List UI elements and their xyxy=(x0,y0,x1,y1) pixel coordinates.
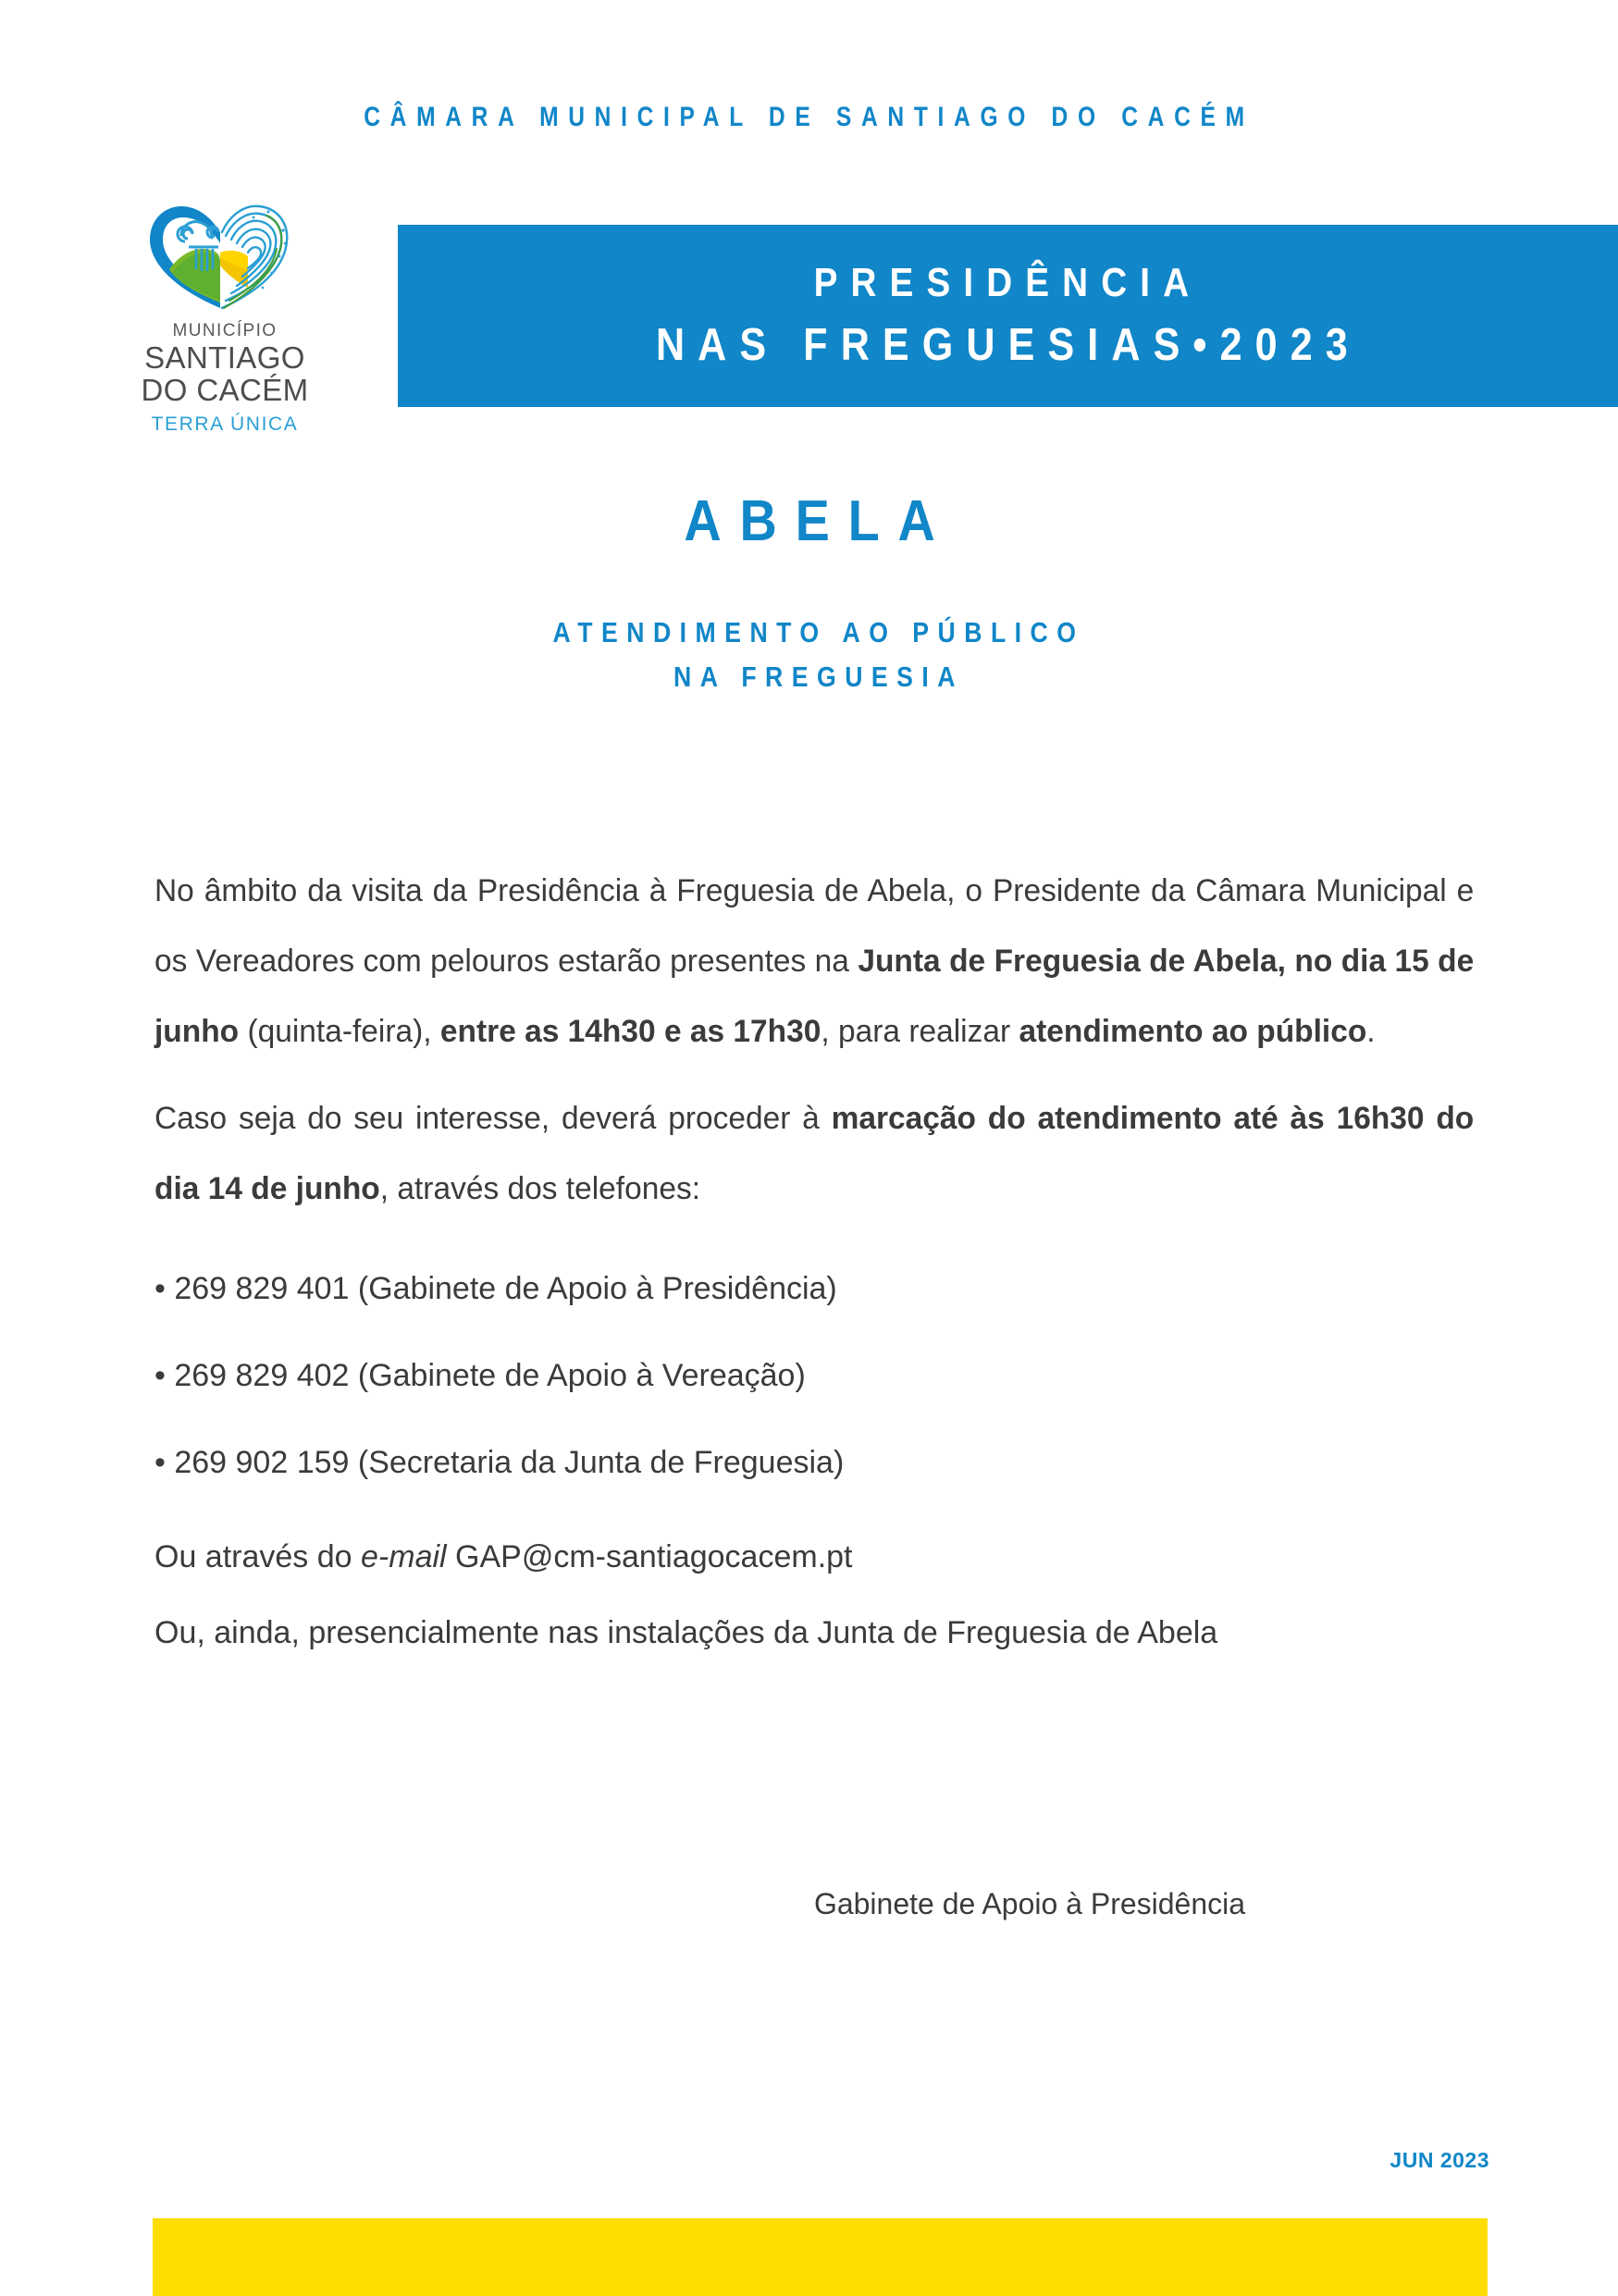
logo-name-line1: SANTIAGO xyxy=(144,339,305,375)
body-copy xyxy=(154,856,1494,1683)
santiago-do-cacem-heart-logo-icon xyxy=(144,199,306,317)
email-italic-label: e-mail xyxy=(361,1539,447,1574)
p1-bold1: Junta de Freguesia de Abela, no dia 15 de junho xyxy=(154,944,1475,1049)
presidencia-banner xyxy=(398,225,1618,407)
logo-municipio-label: MUNICÍPIO xyxy=(172,321,278,340)
banner-line-1: PRESIDÊNCIA xyxy=(813,260,1203,306)
page-subtitle-line1: ATENDIMENTO AO PÚBLICO xyxy=(552,616,1085,648)
list-item: • 269 829 402 (Gabinete de Apoio à Vereação) xyxy=(154,1358,806,1393)
phone-list xyxy=(154,1263,1494,1488)
p2-part2: , através dos telefones: xyxy=(379,1171,701,1206)
logo-tagline: TERRA ÚNICA xyxy=(151,414,299,436)
paragraph-1 xyxy=(154,856,1474,1067)
list-item: • 269 902 159 (Secretaria da Junta de Freguesia) xyxy=(154,1445,845,1480)
logo-wordmark xyxy=(137,321,313,435)
p1-bold3: atendimento ao público xyxy=(1019,1014,1367,1049)
p1-part4: . xyxy=(1366,1014,1376,1049)
page-subtitle-line2: NA FREGUESIA xyxy=(673,660,964,694)
p1-part2: (quinta-feira), xyxy=(239,1014,440,1049)
footer-date: JUN 2023 xyxy=(1390,2148,1489,2172)
municipality-header: CÂMARA MUNICIPAL DE SANTIAGO DO CACÉM xyxy=(364,102,1254,132)
banner-line-2: NAS FREGUESIAS•2023 xyxy=(655,320,1361,371)
p2-part1: Caso seja do seu interesse, deverá proceder à xyxy=(154,1101,832,1136)
in-person-line: Ou, ainda, presencialmente nas instalações da Junta de Freguesia de Abela xyxy=(154,1615,1218,1650)
page-subtitle xyxy=(322,611,1316,699)
p1-part1: No âmbito da visita da Presidência à Freguesia de Abela, o Presidente da Câmara Municipal e os Vereadores com pelouros estarão presentes na xyxy=(154,873,1475,979)
signature-line xyxy=(154,1887,1494,1921)
p1-part3: , para realizar xyxy=(821,1014,1019,1049)
page-title: ABELA xyxy=(684,489,954,553)
paragraph-2 xyxy=(154,1083,1474,1224)
footer-yellow-bar xyxy=(153,2218,1488,2296)
email-prefix: Ou através do xyxy=(154,1539,362,1574)
signature-text: Gabinete de Apoio à Presidência xyxy=(813,1887,1246,1920)
p1-bold2: entre as 14h30 e as 17h30 xyxy=(439,1014,821,1049)
email-line xyxy=(154,1531,1494,1583)
email-address: GAP@cm-santiagocacem.pt xyxy=(446,1539,853,1574)
list-item: • 269 829 401 (Gabinete de Apoio à Presidência) xyxy=(154,1271,837,1306)
p2-bold1: marcação do atendimento até às 16h30 do dia 14 de junho xyxy=(154,1101,1475,1206)
logo-name-line2: DO CACÉM xyxy=(141,373,309,408)
contact-block xyxy=(154,1531,1494,1659)
logo-block xyxy=(137,199,313,435)
